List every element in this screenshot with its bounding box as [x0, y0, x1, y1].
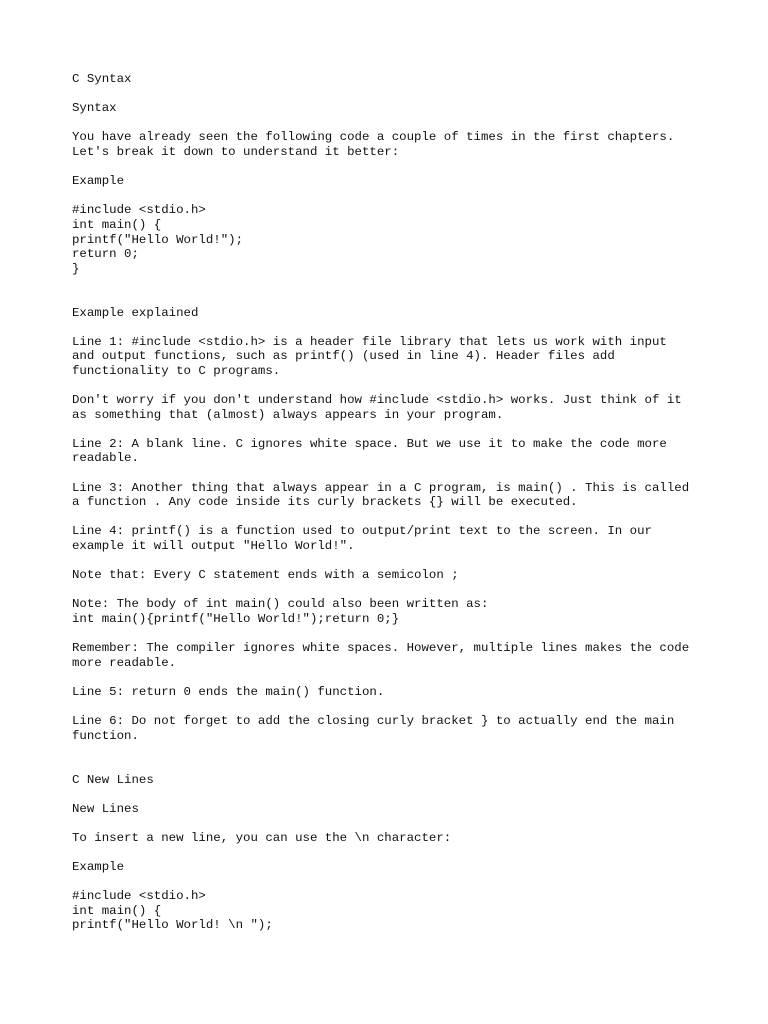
paragraph — [72, 524, 712, 553]
paragraph — [72, 714, 712, 743]
text-line: Don't worry if you don't understand how #include <stdio.h> works. Just think of it — [72, 393, 682, 408]
code-line: printf("Hello World!"); — [72, 232, 244, 247]
code-line: } — [72, 261, 80, 276]
section-heading: Example — [72, 174, 125, 189]
text-line: You have already seen the following code a couple of times in the first chapters. — [72, 130, 675, 145]
text-line: more readable. — [72, 655, 177, 670]
section-heading: Example explained — [72, 305, 199, 320]
code-line: int main() { — [72, 217, 162, 232]
paragraph — [72, 597, 712, 626]
section-heading: C Syntax — [72, 72, 132, 86]
code-line: int main() { — [72, 903, 162, 918]
paragraph — [72, 641, 712, 670]
text-line: as something that (almost) always appears in your program. — [72, 407, 504, 422]
paragraph — [72, 130, 712, 159]
text-line: function. — [72, 728, 139, 743]
section-heading: Syntax — [72, 101, 117, 116]
text-line: example it will output "Hello World!". — [72, 539, 355, 553]
paragraph — [72, 393, 712, 422]
code-line: #include <stdio.h> — [72, 203, 206, 218]
section-heading: Example — [72, 860, 125, 875]
spacer — [72, 291, 712, 306]
text-line: Note: The body of int main() could also been written as: — [72, 597, 489, 612]
text-line: readable. — [72, 451, 139, 466]
paragraph — [72, 568, 712, 583]
text-line: Line 5: return 0 ends the main() function. — [72, 684, 385, 699]
code-example — [72, 889, 712, 933]
code-line: printf("Hello World! \n "); — [72, 918, 273, 933]
text-line: Line 3: Another thing that always appear in a C program, is main() . This is called — [72, 480, 690, 495]
spacer — [72, 758, 712, 773]
text-line: Line 1: #include <stdio.h> is a header file library that lets us work with input — [72, 334, 667, 349]
paragraph — [72, 437, 712, 466]
text-line: Line 6: Do not forget to add the closing curly bracket } to actually end the main — [72, 714, 675, 729]
text-line: Let's break it down to understand it better: — [72, 144, 400, 159]
paragraph — [72, 335, 712, 379]
paragraph — [72, 685, 712, 700]
text-line: Note that: Every C statement ends with a semicolon ; — [72, 568, 459, 583]
section-heading: C New Lines — [72, 772, 154, 787]
text-line: functionality to C programs. — [72, 363, 281, 378]
code-example — [72, 203, 712, 276]
text-line: and output functions, such as printf() (used in line 4). Header files add — [72, 349, 615, 364]
paragraph — [72, 481, 712, 510]
section-heading: New Lines — [72, 801, 139, 816]
code-line: return 0; — [72, 247, 139, 262]
text-line: Line 2: A blank line. C ignores white space. But we use it to make the code more — [72, 436, 667, 451]
document-page — [72, 72, 712, 933]
code-line: #include <stdio.h> — [72, 889, 206, 904]
text-line: To insert a new line, you can use the \n character: — [72, 830, 452, 845]
paragraph — [72, 831, 712, 846]
text-line: Line 4: printf() is a function used to output/print text to the screen. In our — [72, 524, 652, 539]
text-line: int main(){printf("Hello World!");return 0;} — [72, 611, 400, 626]
text-line: a function . Any code inside its curly brackets {} will be executed. — [72, 495, 578, 510]
text-line: Remember: The compiler ignores white spaces. However, multiple lines makes the code — [72, 641, 690, 656]
